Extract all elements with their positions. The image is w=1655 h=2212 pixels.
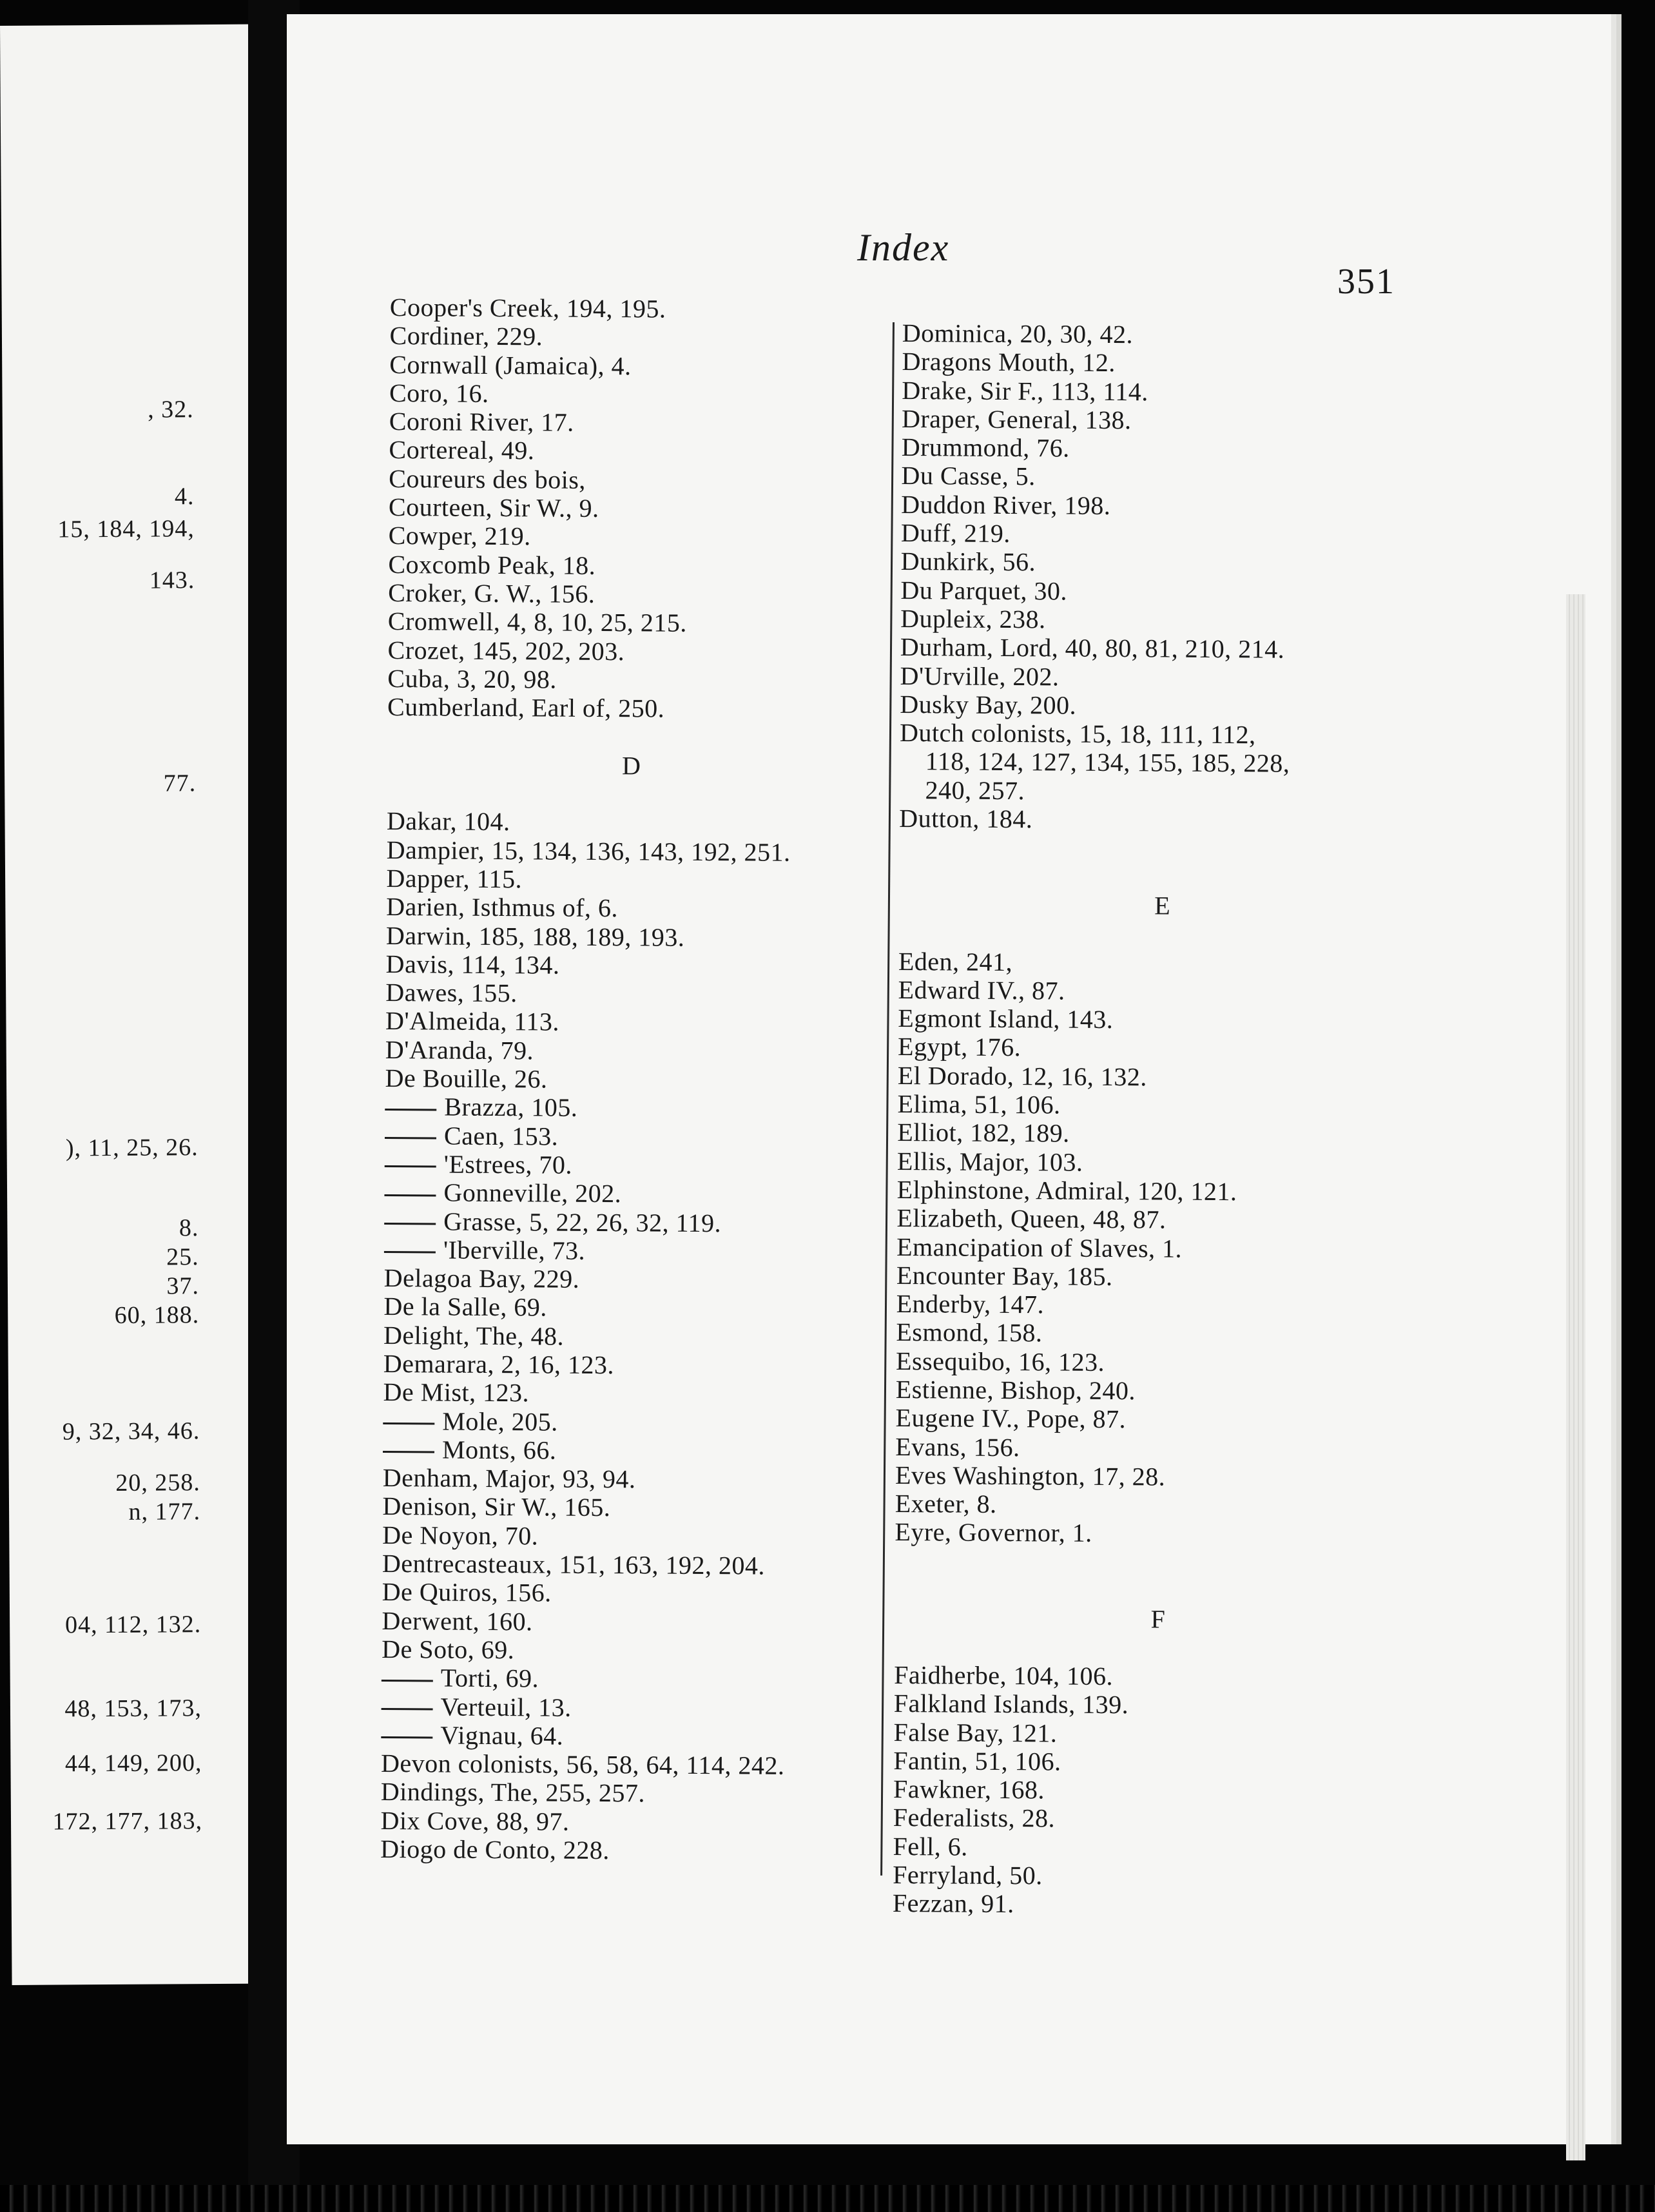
index-entry: D'Almeida, 113. bbox=[385, 1006, 560, 1037]
index-entry: Diogo de Conto, 228. bbox=[380, 1834, 610, 1865]
index-subentry bbox=[383, 1435, 873, 1467]
index-entry: Esmond, 158. bbox=[896, 1317, 1043, 1348]
index-entry: Denison, Sir W., 165. bbox=[382, 1491, 611, 1522]
ditto-dash bbox=[382, 1708, 433, 1710]
index-entry: Fantin, 51, 106. bbox=[893, 1745, 1061, 1776]
previous-page-text-fragment: 8. bbox=[179, 1214, 199, 1242]
previous-page-text-fragment: , 32. bbox=[148, 396, 194, 423]
index-entry: Durham, Lord, 40, 80, 81, 210, 214. bbox=[900, 632, 1285, 664]
spacer bbox=[387, 779, 876, 810]
spacer bbox=[894, 1633, 1422, 1664]
index-entry: Draper, General, 138. bbox=[901, 403, 1132, 435]
index-entry: Dutton, 184. bbox=[899, 804, 1033, 834]
index-entry: Dutch colonists, 15, 18, 111, 112, bbox=[899, 718, 1256, 750]
ditto-dash bbox=[385, 1137, 436, 1139]
index-entry: Encounter Bay, 185. bbox=[896, 1260, 1113, 1291]
index-subentry-text: Brazza, 105. bbox=[444, 1092, 578, 1123]
spacer bbox=[899, 862, 1428, 893]
index-entry: Cordiner, 229. bbox=[389, 321, 543, 351]
index-entry: Courteen, Sir W., 9. bbox=[388, 492, 599, 523]
index-entry: False Bay, 121. bbox=[893, 1717, 1058, 1748]
index-entry: Fawkner, 168. bbox=[893, 1774, 1045, 1805]
index-subentry-text: Verteuil, 13. bbox=[440, 1692, 572, 1722]
index-subentry bbox=[385, 1150, 875, 1181]
index-entry: Eyre, Governor, 1. bbox=[895, 1517, 1092, 1548]
spacer bbox=[895, 1547, 1423, 1578]
index-subentry-text: Mole, 205. bbox=[442, 1406, 558, 1437]
index-column-right bbox=[893, 319, 1431, 1921]
index-entry: De Quiros, 156. bbox=[382, 1577, 552, 1607]
index-entry: Dusky Bay, 200. bbox=[900, 689, 1077, 720]
index-entry: Dawes, 155. bbox=[385, 978, 518, 1008]
previous-page-fragment bbox=[0, 24, 280, 1984]
page-edge-stack bbox=[1566, 594, 1585, 2160]
previous-page-text-fragment: 04, 112, 132. bbox=[64, 1611, 202, 1639]
page-number: 351 bbox=[1337, 262, 1395, 302]
index-entry: Elliot, 182, 189. bbox=[897, 1118, 1070, 1148]
index-subentry-text: Torti, 69. bbox=[440, 1663, 539, 1693]
index-subentry bbox=[384, 1207, 874, 1238]
index-entry: Essequibo, 16, 123. bbox=[895, 1346, 1105, 1377]
ditto-dash bbox=[383, 1451, 434, 1453]
ditto-dash bbox=[385, 1109, 436, 1111]
index-entry: Drummond, 76. bbox=[901, 432, 1070, 463]
index-entry: D'Aranda, 79. bbox=[385, 1034, 534, 1065]
ditto-dash bbox=[382, 1680, 433, 1682]
index-entry: Elizabeth, Queen, 48, 87. bbox=[896, 1203, 1166, 1234]
section-letter-heading: D bbox=[621, 750, 643, 781]
index-subentry-text: 'Iberville, 73. bbox=[443, 1235, 586, 1265]
index-entry: Fezzan, 91. bbox=[892, 1888, 1014, 1919]
index-entry: Eden, 241, bbox=[898, 946, 1013, 976]
index-entry: El Dorado, 12, 16, 132. bbox=[897, 1060, 1147, 1092]
index-entry: Duddon River, 198. bbox=[901, 489, 1111, 520]
index-entry: Dakar, 104. bbox=[386, 806, 510, 837]
index-entry: Dupleix, 238. bbox=[900, 603, 1046, 634]
index-entry: Delight, The, 48. bbox=[383, 1320, 565, 1351]
section-letter-heading: F bbox=[1150, 1604, 1166, 1634]
index-entry: Croker, G. W., 156. bbox=[388, 577, 595, 608]
previous-page-text-fragment: 20, 258. bbox=[115, 1469, 200, 1497]
index-subentry bbox=[381, 1721, 871, 1752]
ditto-dash bbox=[385, 1165, 436, 1167]
ditto-dash bbox=[383, 1422, 434, 1424]
index-entry: Cumberland, Earl of, 250. bbox=[387, 692, 665, 723]
index-entry: Dindings, The, 255, 257. bbox=[380, 1777, 646, 1808]
index-entry: Emancipation of Slaves, 1. bbox=[896, 1232, 1183, 1263]
index-entry: Enderby, 147. bbox=[896, 1289, 1045, 1319]
index-entry: Denham, Major, 93, 94. bbox=[382, 1463, 636, 1494]
previous-page-text-fragment: 60, 188. bbox=[114, 1301, 200, 1329]
index-entry: Du Parquet, 30. bbox=[900, 575, 1068, 606]
index-entry: Exeter, 8. bbox=[895, 1489, 997, 1519]
previous-page-text-fragment: 172, 177, 183, bbox=[52, 1807, 203, 1836]
index-entry: Darwin, 185, 188, 189, 193. bbox=[385, 920, 685, 952]
index-entry: Crozet, 145, 202, 203. bbox=[387, 635, 625, 666]
spacer bbox=[899, 833, 1428, 864]
index-entry: Dapper, 115. bbox=[386, 863, 523, 894]
index-subentry bbox=[384, 1236, 874, 1267]
previous-page-text-fragment: 143. bbox=[149, 567, 195, 594]
index-entry: Davis, 114, 134. bbox=[385, 949, 560, 980]
ditto-dash bbox=[384, 1194, 436, 1196]
index-entry: D'Urville, 202. bbox=[900, 661, 1060, 692]
index-entry: Elima, 51, 106. bbox=[897, 1089, 1061, 1120]
index-subentry bbox=[383, 1407, 873, 1439]
index-entry-continuation: 240, 257. bbox=[925, 775, 1025, 805]
index-entry: Cortereal, 49. bbox=[389, 435, 535, 465]
index-entry: Dampier, 15, 134, 136, 143, 192, 251. bbox=[386, 835, 791, 867]
index-entry: Dunkirk, 56. bbox=[900, 547, 1036, 577]
spacer bbox=[895, 1575, 1423, 1607]
index-entry: Derwent, 160. bbox=[382, 1606, 533, 1636]
index-subentry-text: Grasse, 5, 22, 26, 32, 119. bbox=[443, 1207, 722, 1237]
previous-page-text-fragment: n, 177. bbox=[128, 1498, 201, 1526]
index-entry: Elphinstone, Admiral, 120, 121. bbox=[896, 1174, 1237, 1207]
index-entry: Ellis, Major, 103. bbox=[896, 1146, 1083, 1177]
index-entry: Edward IV., 87. bbox=[898, 975, 1065, 1005]
index-entry: Falkland Islands, 139. bbox=[893, 1689, 1129, 1720]
index-entry: Dentrecasteaux, 151, 163, 192, 204. bbox=[382, 1549, 766, 1580]
index-subentry bbox=[385, 1121, 875, 1153]
index-entry: Fell, 6. bbox=[893, 1831, 968, 1861]
spacer bbox=[387, 721, 877, 753]
index-entry: Cowper, 219. bbox=[388, 521, 531, 551]
running-head: Index bbox=[857, 226, 950, 269]
previous-page-text-fragment: 77. bbox=[163, 770, 197, 797]
index-entry: Eugene IV., Pope, 87. bbox=[895, 1403, 1127, 1434]
index-entry: Du Casse, 5. bbox=[901, 461, 1036, 491]
index-subentry-text: Monts, 66. bbox=[441, 1435, 557, 1465]
index-entry: Cooper's Creek, 194, 195. bbox=[389, 293, 666, 324]
ditto-dash bbox=[384, 1251, 436, 1253]
index-subentry-text: Gonneville, 202. bbox=[443, 1178, 622, 1208]
index-entry: Egmont Island, 143. bbox=[898, 1004, 1114, 1034]
index-entry: Darien, Isthmus of, 6. bbox=[386, 892, 619, 923]
index-entry-continuation: 118, 124, 127, 134, 155, 185, 228, bbox=[925, 746, 1290, 779]
previous-page-text-fragment: 37. bbox=[166, 1272, 200, 1300]
previous-page-text-fragment: 48, 153, 173, bbox=[64, 1694, 202, 1723]
index-entry: Duff, 219. bbox=[900, 518, 1011, 548]
index-entry: De Soto, 69. bbox=[382, 1634, 515, 1665]
index-entry: Delagoa Bay, 229. bbox=[383, 1263, 580, 1294]
index-subentry-text: Caen, 153. bbox=[443, 1121, 559, 1151]
index-entry: Federalists, 28. bbox=[893, 1803, 1056, 1833]
index-column-left bbox=[380, 293, 880, 1867]
index-entry: Ferryland, 50. bbox=[893, 1859, 1043, 1890]
index-entry: Drake, Sir F., 113, 114. bbox=[902, 375, 1148, 406]
index-entry: Eves Washington, 17, 28. bbox=[895, 1460, 1166, 1491]
previous-page-text-fragment: 15, 184, 194, bbox=[57, 515, 195, 543]
previous-page-text-fragment: 4. bbox=[174, 483, 195, 510]
spacer bbox=[898, 918, 1427, 950]
index-subentry bbox=[384, 1178, 874, 1210]
index-entry: De Bouille, 26. bbox=[385, 1063, 548, 1094]
index-entry: Coureurs des bois, bbox=[389, 463, 586, 494]
index-entry: De la Salle, 69. bbox=[383, 1292, 548, 1322]
index-entry: Coro, 16. bbox=[389, 378, 489, 408]
index-entry: Devon colonists, 56, 58, 64, 114, 242. bbox=[380, 1749, 785, 1780]
index-entry: Coxcomb Peak, 18. bbox=[388, 549, 596, 580]
index-entry: Demarara, 2, 16, 123. bbox=[383, 1348, 615, 1380]
index-subentry-text: 'Estrees, 70. bbox=[443, 1149, 573, 1179]
previous-page-text-fragment: 9, 32, 34, 46. bbox=[62, 1417, 200, 1446]
section-letter-heading: E bbox=[1154, 891, 1172, 920]
previous-page-text-fragment: 25. bbox=[166, 1243, 199, 1271]
index-subentry-text: Vignau, 64. bbox=[440, 1720, 564, 1751]
ditto-dash bbox=[384, 1223, 436, 1225]
ditto-dash bbox=[381, 1736, 432, 1738]
index-entry: De Mist, 123. bbox=[383, 1377, 530, 1408]
index-entry: Evans, 156. bbox=[895, 1431, 1020, 1462]
index-entry: Dix Cove, 88, 97. bbox=[380, 1805, 570, 1836]
index-entry: Cornwall (Jamaica), 4. bbox=[389, 349, 632, 380]
index-entry: Dragons Mouth, 12. bbox=[902, 347, 1116, 378]
previous-page-text-fragment: 44, 149, 200, bbox=[64, 1749, 202, 1778]
index-entry: Faidherbe, 104, 106. bbox=[894, 1660, 1114, 1691]
index-subentry bbox=[382, 1664, 871, 1695]
index-entry: Cuba, 3, 20, 98. bbox=[387, 663, 557, 694]
index-entry: Cromwell, 4, 8, 10, 25, 215. bbox=[387, 606, 688, 638]
index-subentry bbox=[381, 1693, 871, 1724]
index-entry: Egypt, 176. bbox=[897, 1032, 1021, 1062]
index-entry: De Noyon, 70. bbox=[382, 1520, 539, 1551]
index-entry: Coroni River, 17. bbox=[389, 407, 574, 437]
index-entry: Estienne, Bishop, 240. bbox=[895, 1374, 1136, 1406]
scan-bottom-edge bbox=[0, 2185, 1655, 2212]
previous-page-text-fragment: ), 11, 25, 26. bbox=[65, 1134, 198, 1162]
index-subentry bbox=[385, 1092, 875, 1124]
index-entry: Dominica, 20, 30, 42. bbox=[902, 318, 1134, 349]
